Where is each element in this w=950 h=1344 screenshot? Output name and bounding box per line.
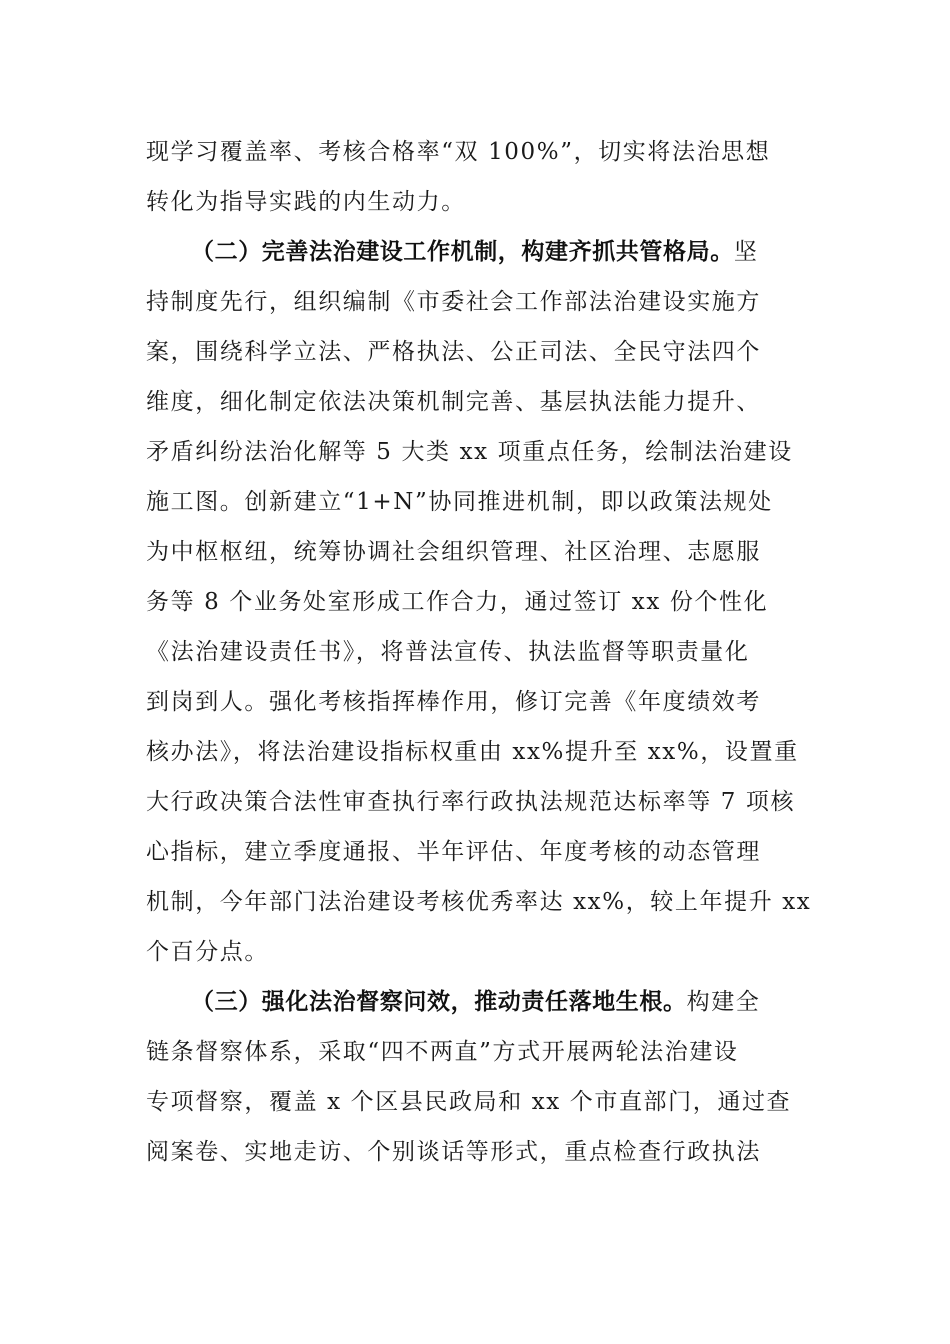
paragraph-2-line: 心指标，建立季度通报、半年评估、年度考核的动态管理	[146, 839, 761, 865]
section-2-heading: （二）完善法治建设工作机制，构建齐抓共管格局。	[191, 239, 734, 265]
paragraph-3-first-line	[191, 984, 760, 1020]
paragraph-2-line: 务等 8 个业务处室形成工作合力，通过签订 xx 份个性化	[146, 589, 769, 615]
paragraph-2-line: 施工图。创新建立“1+N”协同推进机制，即以政策法规处	[146, 489, 773, 515]
paragraph-2-line: 核办法》，将法治建设指标权重由 xx%提升至 xx%，设置重	[146, 739, 799, 765]
paragraph-2-line: 大行政决策合法性审查执行率行政执法规范达标率等 7 项核	[146, 789, 796, 815]
paragraph-2-line: 到岗到人。强化考核指挥棒作用，修订完善《年度绩效考	[146, 689, 761, 715]
paragraph-2-line: 持制度先行，组织编制《市委社会工作部法治建设实施方	[146, 289, 761, 315]
paragraph-2-line: 机制，今年部门法治建设考核优秀率达 xx%，较上年提升 xx	[146, 889, 812, 915]
paragraph-3-line: 链条督察体系，采取“四不两直”方式开展两轮法治建设	[146, 1039, 739, 1065]
paragraph-1-line-2: 转化为指导实践的内生动力。	[146, 189, 466, 215]
paragraph-1-line-1: 现学习覆盖率、考核合格率“双 100%”，切实将法治思想	[146, 139, 771, 165]
paragraph-2-line: 案，围绕科学立法、严格执法、公正司法、全民守法四个	[146, 339, 761, 365]
paragraph-2-line: 《法治建设责任书》，将普法宣传、执法监督等职责量化	[146, 639, 750, 665]
paragraph-3-line: 阅案卷、实地走访、个别谈话等形式，重点检查行政执法	[146, 1139, 761, 1165]
section-3-heading: （三）强化法治督察问效，推动责任落地生根。	[191, 989, 687, 1015]
paragraph-2-line: 矛盾纠纷法治化解等 5 大类 xx 项重点任务，绘制法治建设	[146, 439, 793, 465]
paragraph-3-line: 专项督察，覆盖 x 个区县民政局和 xx 个市直部门，通过查	[146, 1089, 792, 1115]
paragraph-2-line: 个百分点。	[146, 939, 269, 965]
paragraph-2-line: 为中枢枢纽，统筹协调社会组织管理、社区治理、志愿服	[146, 539, 761, 565]
section-2-first-line-rest: 坚	[733, 239, 759, 265]
paragraph-2-first-line	[191, 234, 758, 270]
section-3-first-line-rest: 构建全	[686, 989, 761, 1015]
paragraph-2-line: 维度，细化制定依法决策机制完善、基层执法能力提升、	[146, 389, 761, 415]
